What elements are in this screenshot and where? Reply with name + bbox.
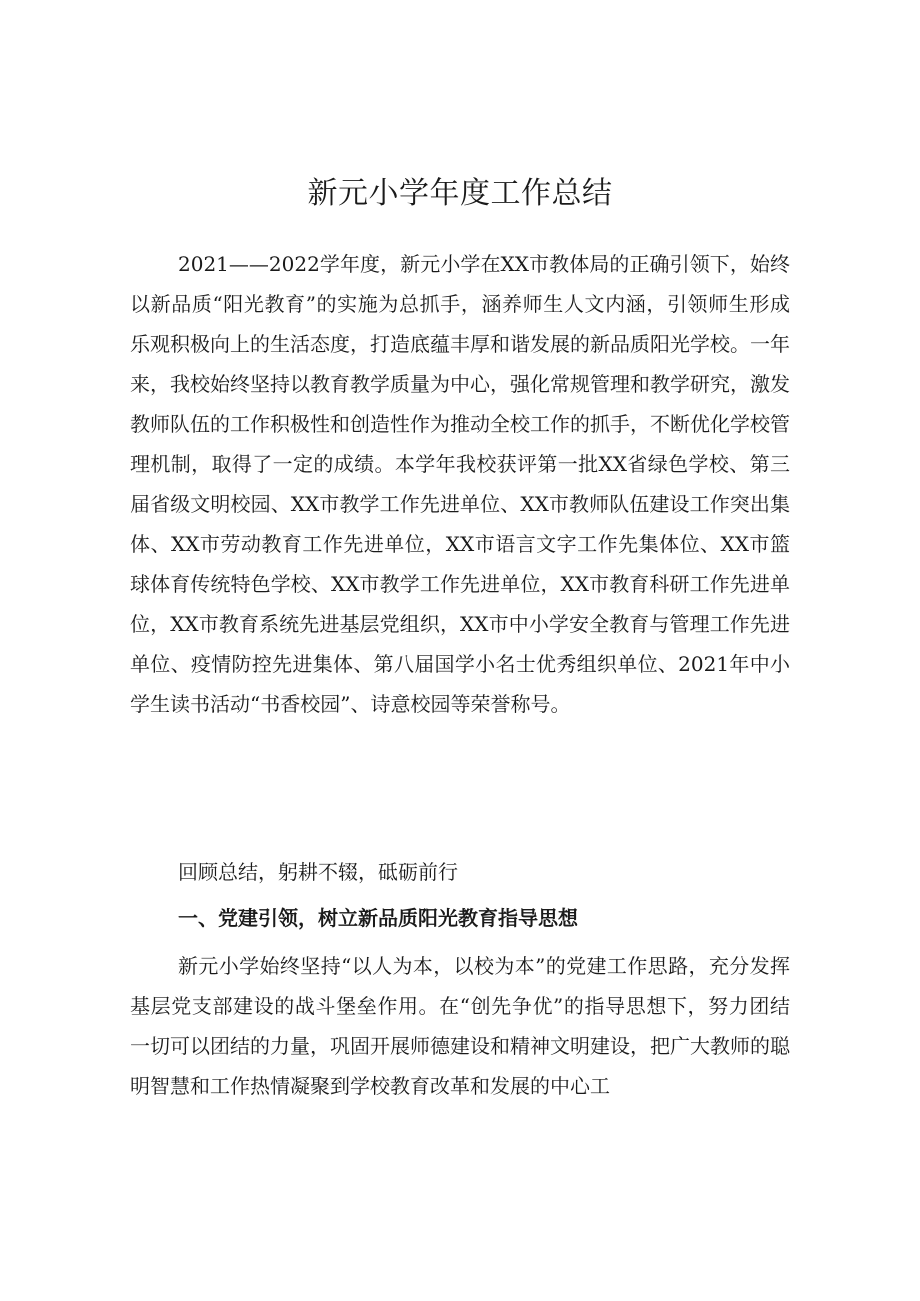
- section-heading: 一、党建引领，树立新品质阳光教育指导思想: [178, 906, 578, 930]
- document-title: 新元小学年度工作总结: [307, 176, 613, 211]
- review-line: 回顾总结，躬耕不辍，砥砺前行: [178, 860, 458, 884]
- intro-paragraph: 2021——2022学年度，新元小学在XX市教体局的正确引领下，始终以新品质“阳光教育”的实施为总抓手，涵养师生人文内涵，引领师生形成乐观积极向上的生活态度，打造底蕴丰厚和谐发展的新品质阳光学校。一年来，我校始终坚持以教育教学质量为中心，强化常规管理和教学研究，激发教师队伍的工作积极性和创造性作为推动全校工作的抓手，不断优化学校管理机制，取得了一定的成绩。本学年我校获评第一批XX省绿色学校、第三届省级文明校园、XX市教学工作先进单位、XX市教师队伍建设工作突出集体、XX市劳动教育工作先进单位，XX市语言文字工作先集体位、XX市篮球体育传统特色学校、XX市教学工作先进单位，XX市教育科研工作先进单位，XX市教育系统先进基层党组织，XX市中小学安全教育与管理工作先进单位、疫情防控先进集体、第八届国学小名士优秀组织单位、2021年中小学生读书活动“书香校园”、诗意校园等荣誉称号。: [130, 252, 790, 716]
- section-paragraph: 新元小学始终坚持“以人为本，以校为本”的党建工作思路，充分发挥基层党支部建设的战斗堡垒作用。在“创先争优”的指导思想下，努力团结一切可以团结的力量，巩固开展师德建设和精神文明建设，把广大教师的聪明智慧和工作热情凝聚到学校教育改革和发展的中心工: [130, 954, 790, 1098]
